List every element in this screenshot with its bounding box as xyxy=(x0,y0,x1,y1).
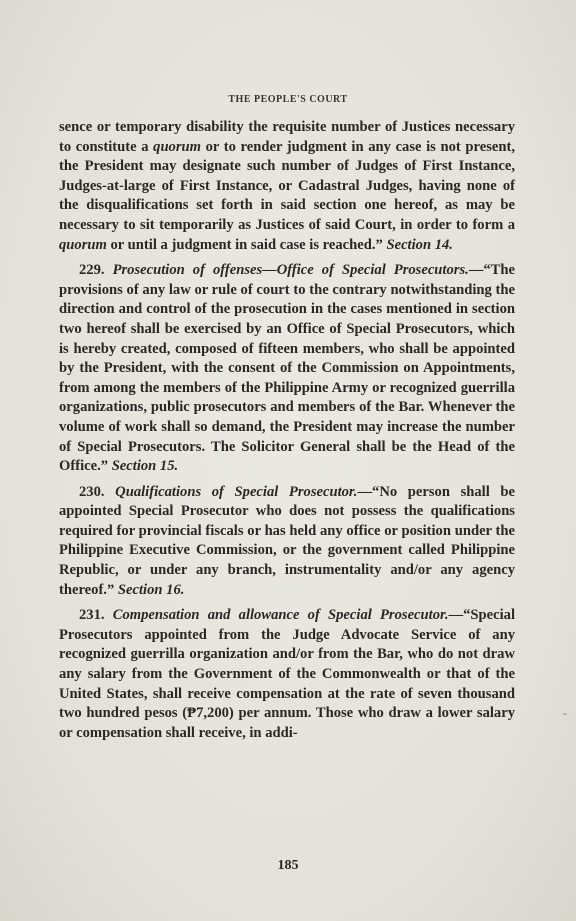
section-reference: Section 14. xyxy=(386,236,453,253)
section-reference: Section 15. xyxy=(111,458,179,475)
paragraph-229: 229. Prosecution of offenses—Office of Special Prosecutors.—“The provisions of any law or rule of court to the contrary notwithstanding the direction and control of the prosecution in the cases mentioned in section two hereof shall be exercised by an Office of Special Prosecutors, which is hereby created, composed of fifteen members, who shall be appointed by the President, with the consent of the Commission on Appointments, from among the members of the Philippine Army or recognized guerrilla organizations, public prosecutors and members of the Bar. Whenever the volume of work shall so demand, the President may increase the number of Special Prosecutors. The Solicitor General shall be the Head of the Office.” Section 15. xyxy=(59,262,515,475)
body-text xyxy=(59,118,515,749)
paragraph-230: 230. Qualifications of Special Prosecutor.—“No person shall be appointed Special Prosecutor who does not possess the qualifications required for provincial fiscals or has held any office or position under the Philippine Executive Commission, or the government called Philippine Republic, or under any branch, instrumentality and/or any agency thereof.” Section 16. xyxy=(59,483,516,598)
paragraph-number: 229. xyxy=(79,262,113,279)
page-number: 185 xyxy=(277,858,299,873)
paragraph-heading: Qualifications of Special Prosecutor. xyxy=(115,483,358,500)
section-reference: Section 16. xyxy=(117,581,185,598)
paragraph-number: 231. xyxy=(79,607,113,624)
margin-mark: - xyxy=(563,706,567,720)
paragraph-heading: Prosecution of offenses—Office of Special Prosecutors. xyxy=(112,262,469,279)
paragraph-heading: Compensation and allowance of Special Prosecutor. xyxy=(112,607,449,624)
paragraph-section-14: sence or temporary disability the requisite number of Justices necessary to constitute a quorum or to render judgment in any case is not present, the President may designate such number of Judges of First Instance, Judges-at-large of First Instance, or Cadastral Judges, having none of the disqualifications set forth in said section one hereof, as may be necessary to sit temporarily as Justices of said Court, in order to form a quorum or until a judgment in said case is reached.” Section 14. xyxy=(59,119,515,253)
running-head: THE PEOPLE'S COURT xyxy=(228,94,348,105)
paragraph-231: 231. Compensation and allowance of Special Prosecutor.—“Special Prosecutors appointed from the Judge Advocate Service of any recognized guerrilla organization and/or from the Bar, who do not draw any salary from the Government of the Commonwealth or that of the United States, shall receive compensation at the rate of seven thousand two hundred pesos (₱7,200) per annum. Those who draw a lower salary or compensation shall receive, in addi- xyxy=(59,607,515,741)
paragraph-number: 230. xyxy=(79,483,116,500)
